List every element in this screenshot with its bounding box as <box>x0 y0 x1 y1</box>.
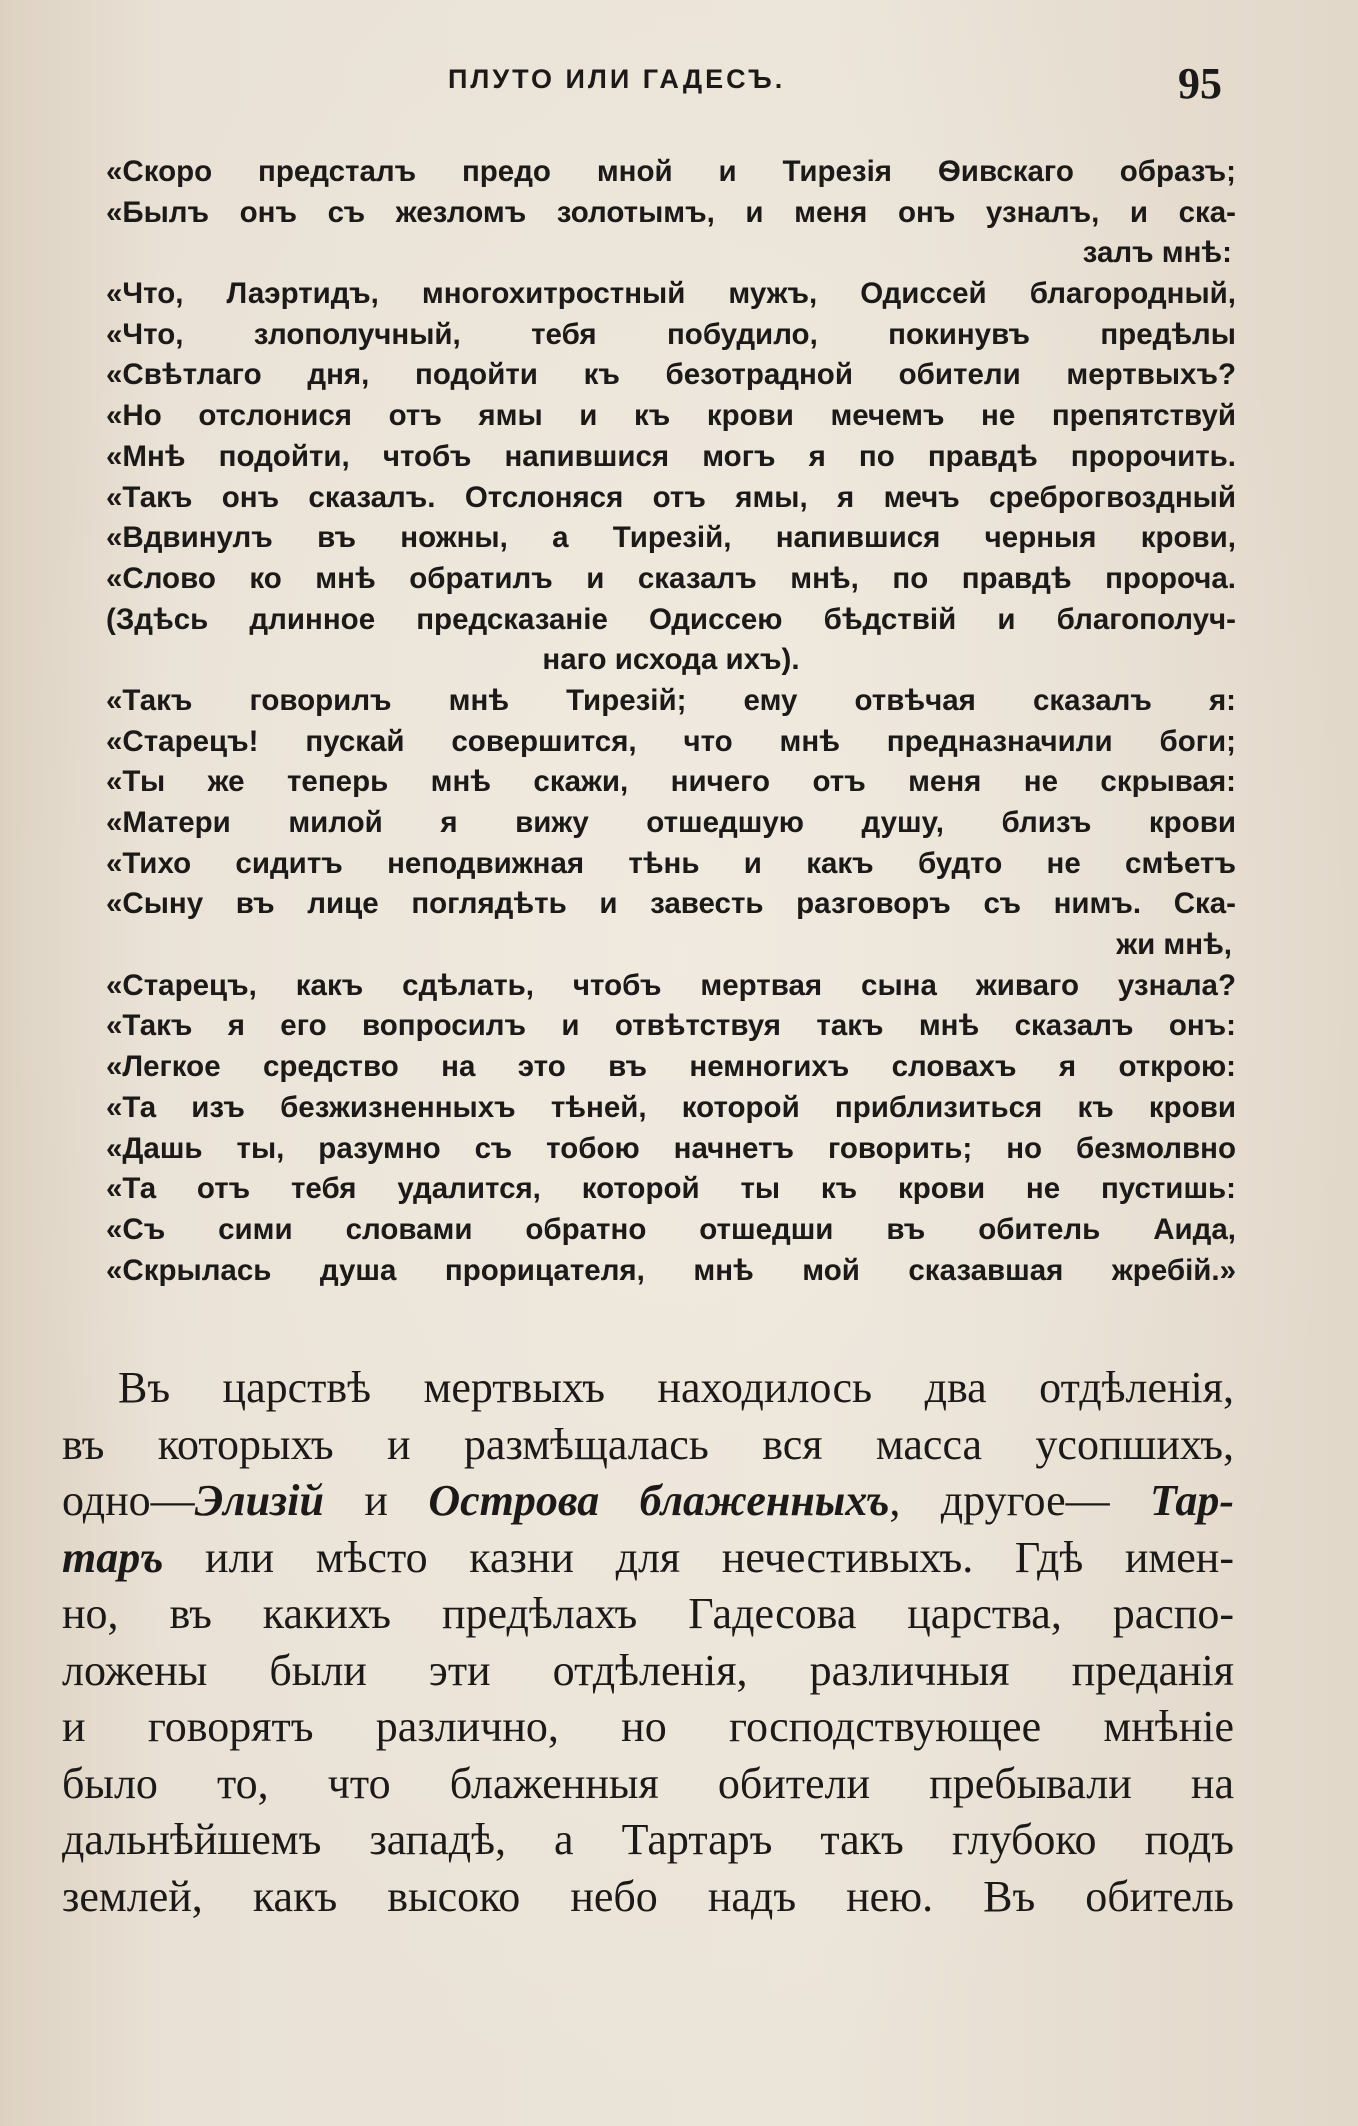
emphasis-elysium: Элизій <box>194 1476 324 1525</box>
paragraph-line: но, въ какихъ предѣлахъ Гадесова царства, распо- <box>62 1589 1234 1638</box>
paragraph-line: въ которыхъ и размѣщалась вся масса усопшихъ, <box>62 1419 1234 1469</box>
verse-line: «Легкое средство на это въ немногихъ словахъ я открою: <box>106 1050 1236 1084</box>
verse-line: «Вдвинулъ въ ножны, а Тирезій, напившися черныя крови, <box>106 521 1236 555</box>
verse-line-continuation: жи мнѣ, <box>1116 928 1232 962</box>
verse-line: «Скоро предсталъ предо мной и Тирезія Ѳивскаго образъ; <box>106 155 1236 188</box>
verse-line: «Что, злополучный, тебя побудило, покинувъ предѣлы <box>106 317 1236 351</box>
editorial-note: (Здѣсь длинное предсказаніе Одиссею бѣдствій и благополуч- <box>106 602 1236 636</box>
paragraph-line: и говорятъ различно, но господствующее мнѣніе <box>62 1702 1234 1751</box>
paragraph-line: землей, какъ высоко небо надъ нею. Въ обитель <box>62 1871 1234 1921</box>
verse-line: «Та отъ тебя удалится, которой ты къ крови не пустишь: <box>106 1172 1236 1206</box>
text-run: , другое— <box>889 1476 1151 1525</box>
verse-line: «Та изъ безжизненныхъ тѣней, которой приблизиться къ крови <box>106 1090 1236 1124</box>
text-run: одно— <box>62 1476 195 1525</box>
verse-line: «Скрылась душа прорицателя, мнѣ мой сказавшая жребій.» <box>106 1253 1236 1287</box>
verse-quotation <box>106 152 1236 1291</box>
verse-line: «Что, Лаэртидъ, многохитростный мужъ, Одиссей благородный, <box>106 277 1236 311</box>
verse-line: «Такъ я его вопросилъ и отвѣтствуя такъ мнѣ сказалъ онъ: <box>106 1009 1236 1043</box>
paragraph-line <box>62 1473 1234 1530</box>
paragraph-line <box>62 1530 1234 1587</box>
verse-line: «Старецъ, какъ сдѣлать, чтобъ мертвая сына живаго узнала? <box>106 968 1236 1002</box>
editorial-note-continuation: наго исхода ихъ). <box>542 643 800 677</box>
verse-line: «Свѣтлаго дня, подойти къ безотрадной обители мертвыхъ? <box>106 358 1236 392</box>
verse-line: «Мнѣ подойти, чтобъ напившися могъ я по правдѣ пророчить. <box>106 439 1236 473</box>
paragraph-line: ложены были эти отдѣленія, различныя преданія <box>62 1645 1234 1695</box>
page-header <box>0 58 1358 118</box>
verse-line-continuation: залъ мнѣ: <box>1082 236 1232 270</box>
verse-line: «Былъ онъ съ жезломъ золотымъ, и меня онъ узналъ, и ска- <box>106 195 1236 229</box>
emphasis-tartarus: Тар- <box>1150 1476 1234 1525</box>
verse-line: «Но отслонися отъ ямы и къ крови мечемъ не препятствуй <box>106 399 1236 433</box>
verse-line: «Сыну въ лице поглядѣть и завесть разговоръ съ нимъ. Ска- <box>106 887 1236 921</box>
verse-line: «Такъ говорилъ мнѣ Тирезій; ему отвѣчая сказалъ я: <box>106 683 1236 717</box>
running-head: ПЛУТО ИЛИ ГАДЕСЪ. <box>448 64 786 94</box>
verse-line: «Такъ онъ сказалъ. Отслоняся отъ ямы, я мечъ среброгвоздный <box>106 480 1236 514</box>
verse-line: «Съ сими словами обратно отшедши въ обитель Аида, <box>106 1212 1236 1246</box>
text-run: или мѣсто казни для нечестивыхъ. Гдѣ имен- <box>163 1532 1234 1582</box>
verse-line: «Слово ко мнѣ обратилъ и сказалъ мнѣ, по правдѣ пророча. <box>106 561 1236 595</box>
verse-line: «Матери милой я вижу отшедшую душу, близъ крови <box>106 806 1236 839</box>
verse-line: «Ты же теперь мнѣ скажи, ничего отъ меня не скрывая: <box>106 765 1236 799</box>
paragraph-line: было то, что блаженныя обители пребывали на <box>62 1758 1234 1808</box>
paragraph-line: дальнѣйшемъ западѣ, а Тартаръ такъ глубоко подъ <box>62 1815 1234 1864</box>
verse-line: «Старецъ! пускай совершится, что мнѣ предназначили боги; <box>106 724 1236 758</box>
text-run: и <box>323 1476 429 1525</box>
emphasis-tartarus: таръ <box>62 1532 164 1582</box>
page-number: 95 <box>1178 59 1222 108</box>
emphasis-isles-of-blessed: Острова блаженныхъ <box>428 1476 890 1525</box>
verse-line: «Дашь ты, разумно съ тобою начнетъ говорить; но безмолвно <box>106 1131 1236 1165</box>
paragraph-line: Въ царствѣ мертвыхъ находилось два отдѣленія, <box>118 1363 1234 1412</box>
body-paragraph <box>62 1360 1234 1925</box>
verse-line: «Тихо сидитъ неподвижная тѣнь и какъ будто не смѣетъ <box>106 846 1236 880</box>
